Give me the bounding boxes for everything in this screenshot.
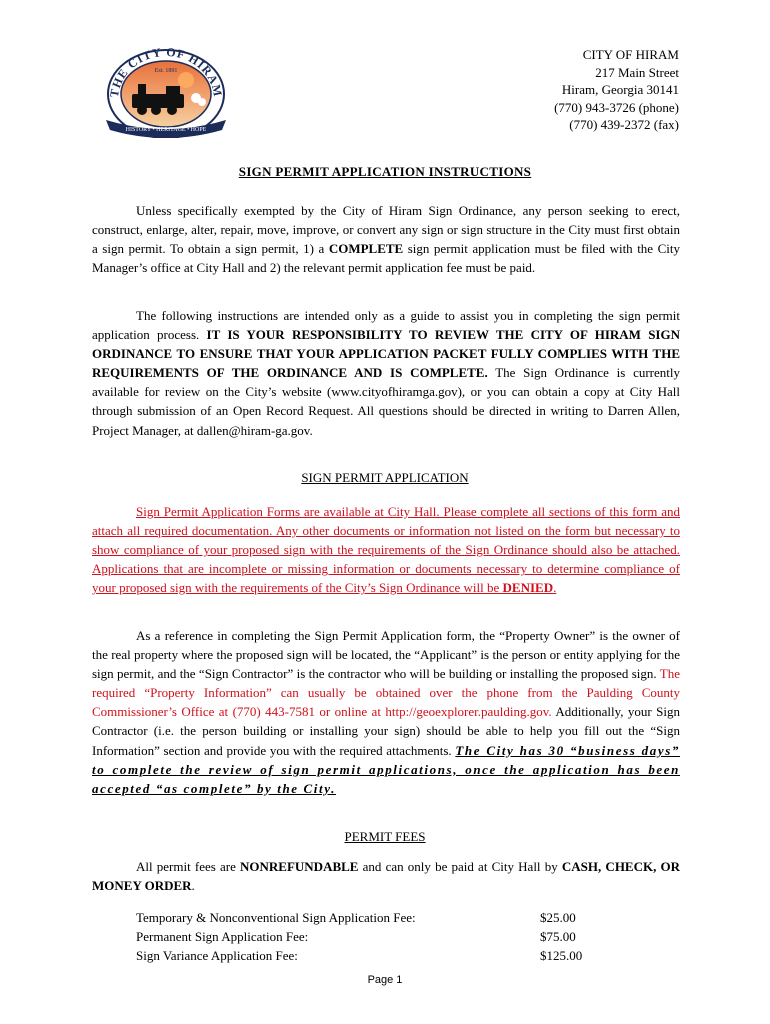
intro-paragraph: [92, 201, 680, 277]
guide-text-end: The Sign Ordinance is currently available for review on the City’s website (www.cityofhiramga.gov), or you can obtain a copy at City Hall through submission of an Open Record Request. All questions should be directed in writing to Darren Allen, Project Manager, at dallen@hiram-ga.gov.: [92, 365, 680, 438]
fees-paragraph: [92, 857, 680, 895]
fee-row: [136, 927, 606, 946]
reference-text: As a reference in completing the Sign Permit Application form, the “Property Owner” is the owner of the real property where the proposed sign will be located, the “Applicant” is the person or entity applying for the sign permit, and the “Sign Contractor” is the contractor who will be building or installing the proposed sign.: [92, 628, 680, 682]
forms-text: Sign Permit Application Forms are available at City Hall. Please complete all sections of this form and attach all required documentation. Any other documents or information not listed on the form but necessary to show compliance of your proposed sign with the requirements of the Sign Ordinance should also be attached. Applications that are incomplete or missing information or documents necessary to determine compliance of your proposed sign with the requirements of the City’s Sign Ordinance will be: [92, 504, 680, 596]
seal-top-text: THE CITY OF HIRAM: [106, 44, 226, 99]
forms-period: .: [553, 580, 557, 596]
reference-property-info: The required “Property Information” can usually be obtained over the phone from the Paulding County Commissioner’s Office at (770) 443-7581 or online at http://geoexplorer.paulding.gov.: [92, 666, 680, 720]
guide-paragraph: [92, 306, 680, 440]
fee-amount: $75.00: [540, 929, 576, 944]
fee-amount: $25.00: [540, 910, 576, 925]
fee-row: [136, 908, 606, 927]
fee-label: Temporary & Nonconventional Sign Application Fee:: [136, 910, 416, 925]
address-line-street: 217 Main Street: [595, 64, 679, 80]
forms-denied: DENIED: [502, 580, 554, 596]
fee-row: [136, 946, 606, 965]
address-line-city: Hiram, Georgia 30141: [561, 82, 679, 97]
city-seal-logo: [96, 38, 236, 138]
reference-text-mid: Additionally, your Sign Contractor (i.e. the person building or installing your sign) should be able to help you fill out the “Sign Information” section and provide you with the required attachments.: [92, 704, 680, 758]
fee-label: Permanent Sign Application Fee:: [136, 929, 309, 944]
reference-paragraph: [92, 626, 680, 798]
page-number: Page 1: [367, 974, 403, 986]
document-title: SIGN PERMIT APPLICATION INSTRUCTIONS: [238, 164, 532, 179]
section-sign-permit-application: SIGN PERMIT APPLICATION: [301, 470, 469, 485]
fees-text-mid: and can only be paid at City Hall by: [358, 859, 562, 874]
fees-period: .: [191, 878, 195, 894]
fee-label: Sign Variance Application Fee:: [136, 948, 298, 963]
fee-amount: $125.00: [540, 948, 583, 963]
fees-payment-methods: CASH, CHECK, OR MONEY ORDER: [92, 859, 681, 894]
intro-text: Unless specifically exempted by the City of Hiram Sign Ordinance, any person seeking to erect, construct, enlarge, alter, repair, move, improve, or convert any sign or sign structure in the City must first obtain a sign permit. To obtain a sign permit, 1) a: [92, 203, 680, 257]
seal-banner-text: HISTORY • HERITAGE • HOPE: [125, 127, 207, 133]
forms-paragraph: [92, 502, 680, 597]
fee-table: [136, 908, 606, 965]
intro-complete: COMPLETE: [328, 241, 404, 257]
fees-text: All permit fees are: [136, 859, 241, 874]
address-line-name: CITY OF HIRAM: [582, 47, 679, 62]
section-permit-fees: PERMIT FEES: [344, 829, 426, 844]
guide-text: The following instructions are intended only as a guide to assist you in completing the sign permit application process.: [92, 308, 680, 343]
address-line-fax: (770) 439-2372 (fax): [569, 117, 679, 132]
fees-nonrefundable: NONREFUNDABLE: [240, 859, 359, 874]
city-address: [554, 46, 679, 134]
reference-review-deadline: The City has 30 “business days” to complete the review of sign permit applications, once the application has been accepted “as complete” by the City.: [92, 742, 681, 796]
seal-est-text: Est. 1891: [154, 68, 178, 74]
intro-text-end: sign permit application must be filed with the City Manager’s office at City Hall and 2) the relevant permit application fee must be paid.: [92, 241, 680, 276]
address-line-phone: (770) 943-3726 (phone): [554, 99, 679, 115]
guide-responsibility: IT IS YOUR RESPONSIBILITY TO REVIEW THE CITY OF HIRAM SIGN ORDINANCE TO ENSURE THAT YOUR APPLICATION PACKET FULLY COMPLIES WITH THE REQUIREMENTS OF THE ORDINANCE AND IS COMPLETE.: [92, 327, 680, 381]
